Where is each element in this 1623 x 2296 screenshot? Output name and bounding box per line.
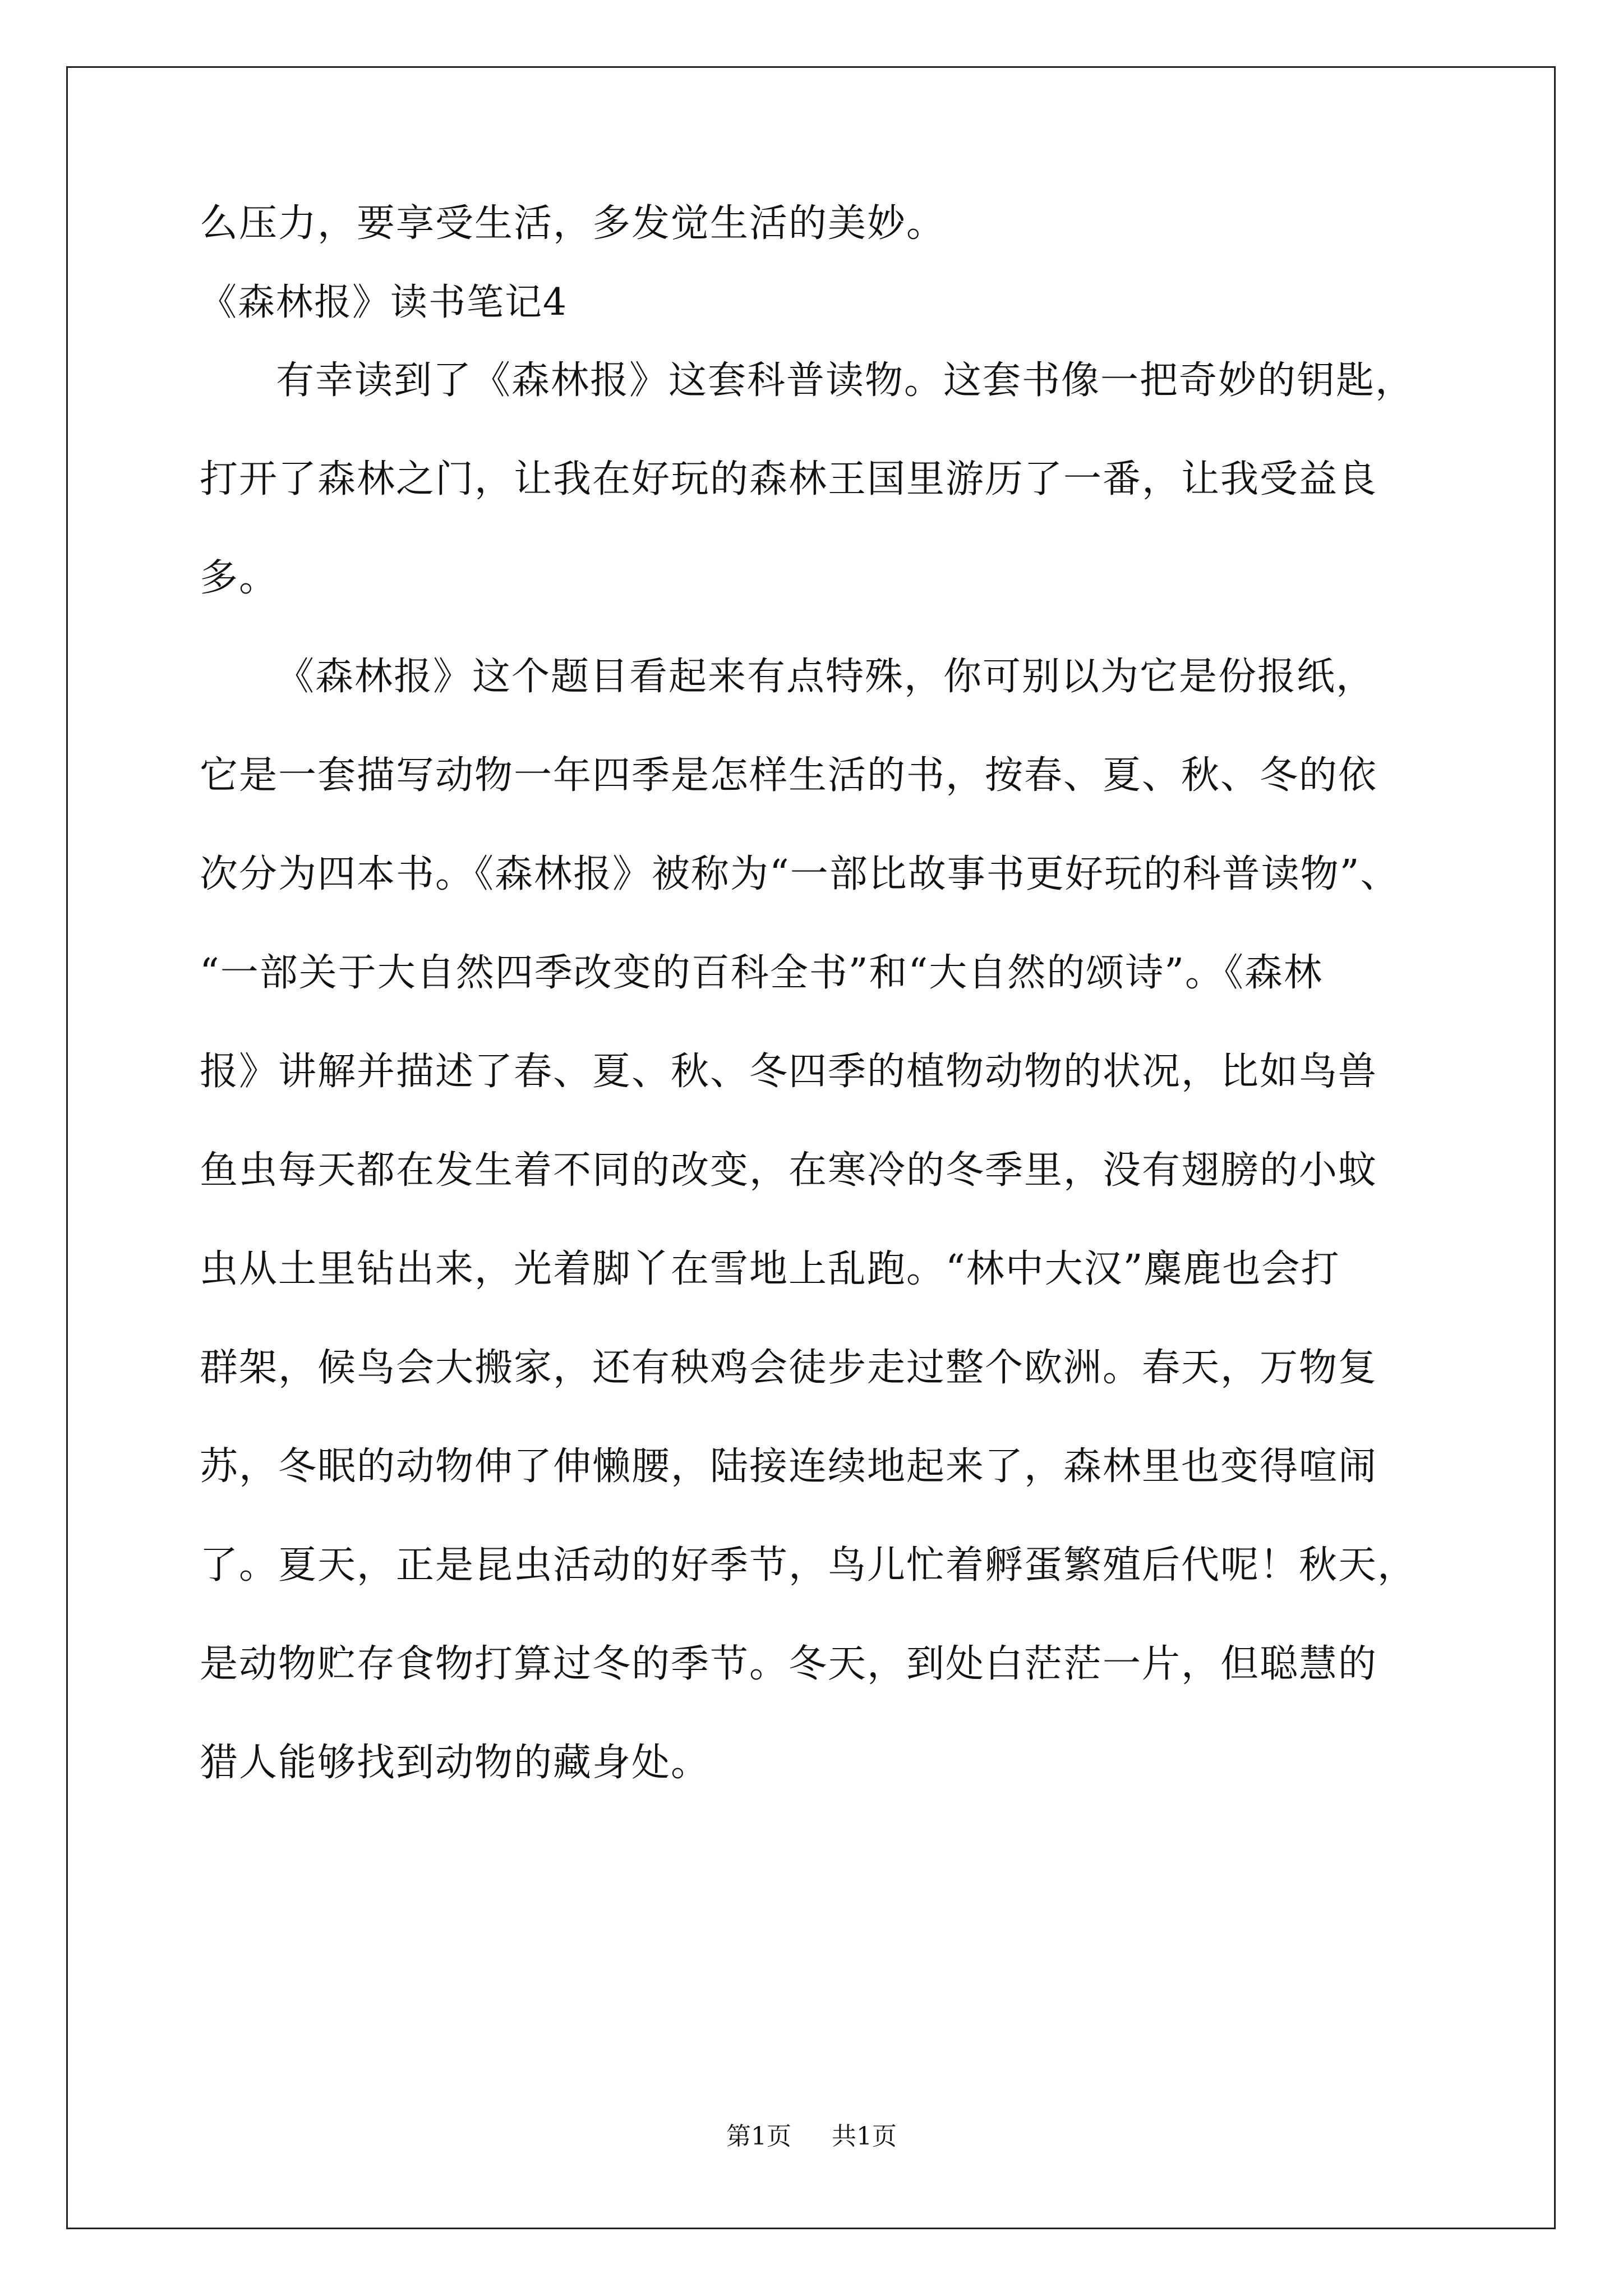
paragraph-line: 是动物贮存食物打算过冬的季节。冬天，到处白茫茫一片，但聪慧的 xyxy=(200,1642,1378,1686)
document-body xyxy=(200,201,1433,1785)
paragraph-line: 《森林报》这个题目看起来有点特殊，你可别以为它是份报纸， xyxy=(276,655,1376,699)
paragraph-line: 苏，冬眠的动物伸了伸懒腰，陆接连续地起来了，森林里也变得喧闹 xyxy=(200,1444,1378,1489)
paragraph-line: 有幸读到了《森林报》这套科普读物。这套书像一把奇妙的钥匙， xyxy=(276,358,1415,403)
paragraph-line: 报》讲解并描述了春、夏、秋、冬四季的植物动物的状况，比如鸟兽 xyxy=(200,1050,1378,1094)
paragraph-line: “一部关于大自然四季改变的百科全书”和“大自然的颂诗”。《森林 xyxy=(200,951,1324,995)
paragraph-line: 群架，候鸟会大搬家，还有秧鸡会徒步走过整个欧洲。春天，万物复 xyxy=(200,1346,1378,1390)
page-footer xyxy=(0,2124,1623,2149)
paragraph-line: 虫从土里钻出来，光着脚丫在雪地上乱跑。“林中大汉”麋鹿也会打 xyxy=(200,1247,1340,1291)
text-line: 么压力，要享受生活，多发觉生活的美妙。 xyxy=(200,201,946,246)
page-number: 第1页 xyxy=(726,2122,791,2151)
paragraph-line: 它是一套描写动物一年四季是怎样生活的书，按春、夏、秋、冬的依 xyxy=(200,753,1378,798)
paragraph-line: 打开了森林之门，让我在好玩的森林王国里游历了一番，让我受益良 xyxy=(200,457,1378,501)
page-total: 共1页 xyxy=(832,2122,897,2151)
paragraph-line: 多。 xyxy=(200,556,279,600)
paragraph-line: 鱼虫每天都在发生着不同的改变，在寒冷的冬季里，没有翅膀的小蚊 xyxy=(200,1148,1378,1193)
paragraph-line: 次分为四本书。《森林报》被称为“一部比故事书更好玩的科普读物”、 xyxy=(200,852,1400,896)
paragraph-line: 猎人能够找到动物的藏身处。 xyxy=(200,1741,711,1785)
paragraph-line: 了。夏天，正是昆虫活动的好季节，鸟儿忙着孵蛋繁殖后代呢！秋天， xyxy=(200,1543,1417,1588)
section-heading: 《森林报》读书笔记4 xyxy=(200,280,568,324)
